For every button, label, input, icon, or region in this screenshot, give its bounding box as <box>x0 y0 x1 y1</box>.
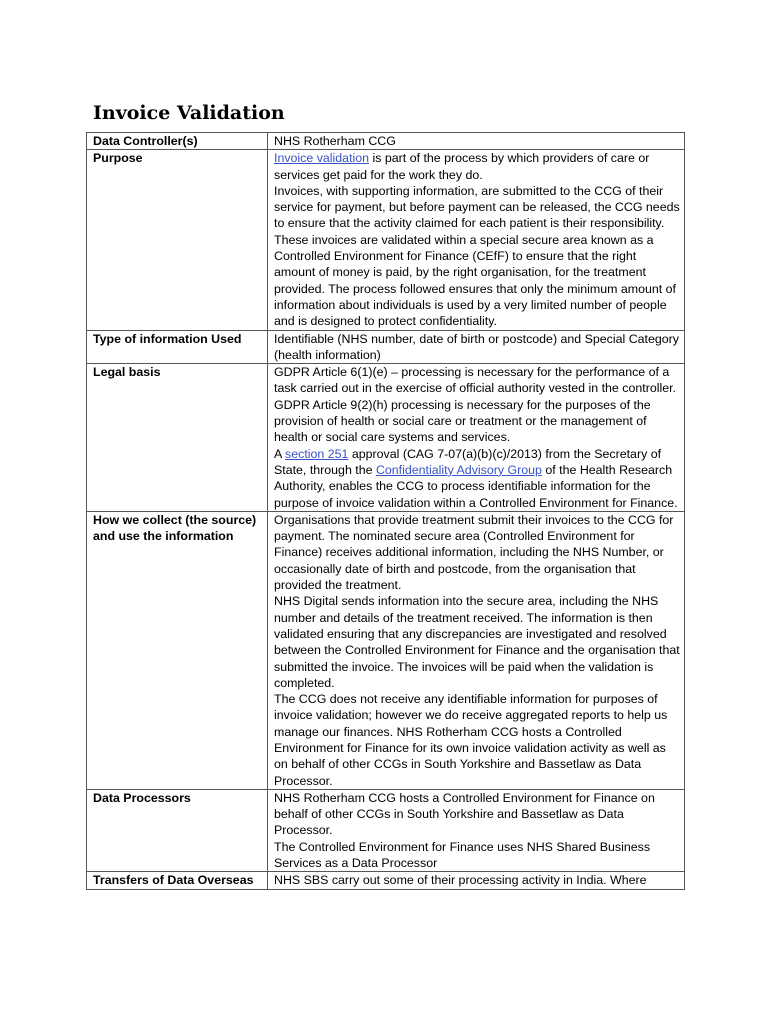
text-segment: NHS Rotherham CCG <box>274 134 396 148</box>
inline-link[interactable]: Invoice validation <box>274 151 370 166</box>
value-paragraph <box>274 872 680 888</box>
value-paragraph <box>274 397 680 446</box>
row-value <box>268 511 685 789</box>
row-label: Data Controller(s) <box>87 133 268 150</box>
row-label: Type of information Used <box>87 330 268 364</box>
table-row <box>87 133 685 150</box>
text-segment: of the Health Research Authority, enables the CCG to process identifiable information for the purpose of invoice validation within a Controlled Environment for Finance. <box>274 462 678 510</box>
value-paragraph <box>274 364 680 397</box>
privacy-info-table <box>86 132 685 890</box>
text-segment: GDPR Article 6(1)(e) – processing is necessary for the performance of a task carried out in the exercise of official authority vested in the controller. <box>274 365 676 396</box>
row-label: How we collect (the source) and use the information <box>87 511 268 789</box>
value-paragraph <box>274 839 680 872</box>
table-row <box>87 150 685 330</box>
table-row <box>87 364 685 512</box>
row-value <box>268 789 685 871</box>
value-paragraph <box>274 183 680 330</box>
text-segment: Invoices, with supporting information, are submitted to the CCG of their service for payment, but before payment can be released, the CCG needs to ensure that the activity claimed for each patient is their responsibility. These invoices are validated within a special secure area known as a Controlled Environment for Finance (CEfF) to ensure that the right amount of money is paid, by the right organisation, for the treatment provided. The process followed ensures that only the minimum amount of information about individuals is used by a very limited number of people and is designed to protect confidentiality. <box>274 183 680 329</box>
text-segment: The CCG does not receive any identifiable information for purposes of invoice validation; however we do receive aggregated reports to help us manage our finances. NHS Rotherham CCG hosts a Controlled Environment for Finance for its own invoice validation activity as well as on behalf of other CCGs in South Yorkshire and Bassetlaw as Data Processor. <box>274 692 668 788</box>
table-body <box>87 133 685 890</box>
row-value <box>268 364 685 512</box>
value-paragraph <box>274 512 680 593</box>
row-value <box>268 150 685 330</box>
text-segment: approval (CAG 7-07(a)(b)(c)/2013) from the Secretary of State, through the <box>274 446 662 477</box>
value-paragraph <box>274 790 680 839</box>
text-segment: NHS SBS carry out some of their processing activity in India. Where <box>274 873 647 888</box>
table-row <box>87 330 685 364</box>
row-label: Transfers of Data Overseas <box>87 872 268 889</box>
inline-link[interactable]: Confidentiality Advisory Group <box>375 462 542 477</box>
text-segment: is part of the process by which providers of care or services get paid for the work they do. <box>274 151 650 182</box>
value-paragraph <box>274 691 680 789</box>
row-value <box>268 330 685 364</box>
text-segment: Organisations that provide treatment submit their invoices to the CCG for payment. The nominated secure area (Controlled Environment for Finance) receives additional information, including the NHS Number, or occasionally date of birth and postcode, from the organisation that provided the treatment. <box>274 512 674 593</box>
row-value <box>268 133 685 150</box>
text-segment: The Controlled Environment for Finance uses NHS Shared Business Services as a Data Processor <box>274 839 651 871</box>
row-label: Legal basis <box>87 364 268 512</box>
table-row <box>87 511 685 789</box>
value-paragraph <box>274 150 680 183</box>
page-title: Invoice Validation <box>93 102 285 124</box>
table-row <box>87 789 685 871</box>
value-paragraph <box>274 593 680 691</box>
text-segment: NHS Digital sends information into the secure area, including the NHS number and details of the treatment received. The information is then validated ensuring that any discrepancies are investigated and resolved between the Controlled Environment for Finance and the organisation that submitted the invoice. The invoices will be paid when the validation is completed. <box>274 594 680 690</box>
text-segment: NHS Rotherham CCG hosts a Controlled Environment for Finance on behalf of other CCGs in South Yorkshire and Bassetlaw as Data Processor. <box>274 790 655 838</box>
text-segment: Identifiable (NHS number, date of birth or postcode) and Special Category (health information) <box>274 331 679 362</box>
text-segment: A <box>274 446 286 461</box>
row-value <box>268 872 685 889</box>
inline-link[interactable]: section 251 <box>285 446 349 461</box>
table-row <box>87 872 685 889</box>
row-label: Purpose <box>87 150 268 330</box>
value-paragraph <box>274 331 680 364</box>
text-segment: GDPR Article 9(2)(h) processing is necessary for the purposes of the provision of health or social care or treatment or the management of health or social care systems and services. <box>274 397 651 445</box>
value-paragraph <box>274 446 680 511</box>
value-paragraph <box>274 133 680 149</box>
row-label: Data Processors <box>87 789 268 871</box>
